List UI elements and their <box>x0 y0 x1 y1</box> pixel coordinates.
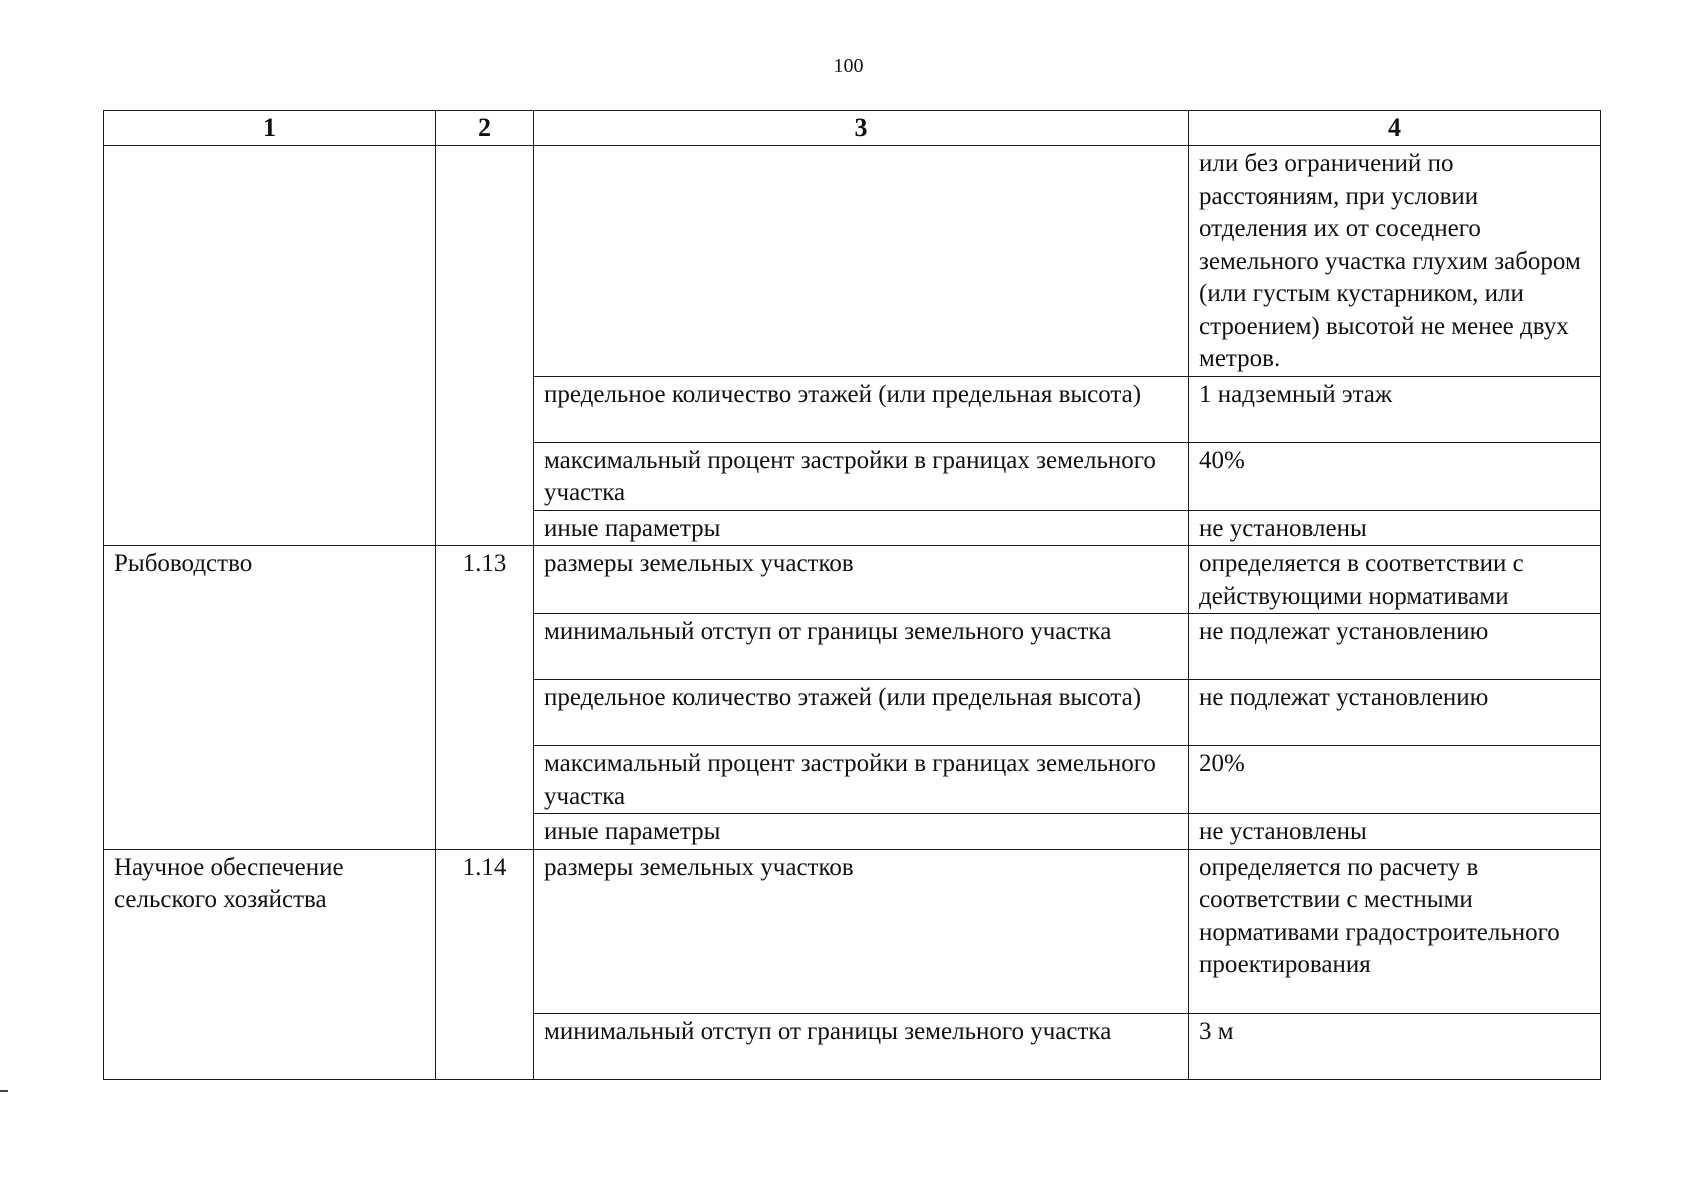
parameter-cell: максимальный процент застройки в границах земельного участка <box>534 442 1189 510</box>
code-cell: 1.14 <box>436 849 534 1079</box>
code-cell: 1.13 <box>436 546 534 850</box>
parameter-cell: размеры земельных участков <box>534 849 1189 1013</box>
column-header-4: 4 <box>1189 111 1601 146</box>
table-row <box>104 146 1601 377</box>
column-header-1: 1 <box>104 111 436 146</box>
use-type-cell <box>104 146 436 546</box>
table-row <box>104 546 1601 614</box>
value-cell: не установлены <box>1189 814 1601 850</box>
value-cell: не подлежат установлению <box>1189 680 1601 746</box>
use-type-cell: Научное обеспечение сельского хозяйства <box>104 849 436 1079</box>
column-header-3: 3 <box>534 111 1189 146</box>
column-header-2: 2 <box>436 111 534 146</box>
parameter-cell <box>534 146 1189 377</box>
value-cell: 40% <box>1189 442 1601 510</box>
parameter-cell: размеры земельных участков <box>534 546 1189 614</box>
land-use-parameters-table <box>103 110 1601 1080</box>
parameter-cell: минимальный отступ от границы земельного участка <box>534 1013 1189 1079</box>
use-type-cell: Рыбоводство <box>104 546 436 850</box>
page-number: 100 <box>833 55 864 77</box>
parameter-cell: предельное количество этажей (или предельная высота) <box>534 680 1189 746</box>
value-cell: определяется по расчету в соответствии с местными нормативами градостроительного проектирования <box>1189 849 1601 1013</box>
value-cell: определяется в соответствии с действующими нормативами <box>1189 546 1601 614</box>
value-cell: или без ограничений по расстояниям, при условии отделения их от соседнего земельного участка глухим забором (или густым кустарником, или строением) высотой не менее двух метров. <box>1189 146 1601 377</box>
value-cell: 20% <box>1189 746 1601 814</box>
header-row <box>104 111 1601 146</box>
parameter-cell: максимальный процент застройки в границах земельного участка <box>534 746 1189 814</box>
parameter-cell: минимальный отступ от границы земельного участка <box>534 614 1189 680</box>
value-cell: не установлены <box>1189 510 1601 546</box>
code-cell <box>436 146 534 546</box>
parameter-cell: иные параметры <box>534 814 1189 850</box>
value-cell: не подлежат установлению <box>1189 614 1601 680</box>
value-cell: 3 м <box>1189 1013 1601 1079</box>
table-row <box>104 849 1601 1013</box>
parameter-cell: предельное количество этажей (или предельная высота) <box>534 376 1189 442</box>
scan-margin-mark <box>0 1090 8 1092</box>
value-cell: 1 надземный этаж <box>1189 376 1601 442</box>
parameter-cell: иные параметры <box>534 510 1189 546</box>
